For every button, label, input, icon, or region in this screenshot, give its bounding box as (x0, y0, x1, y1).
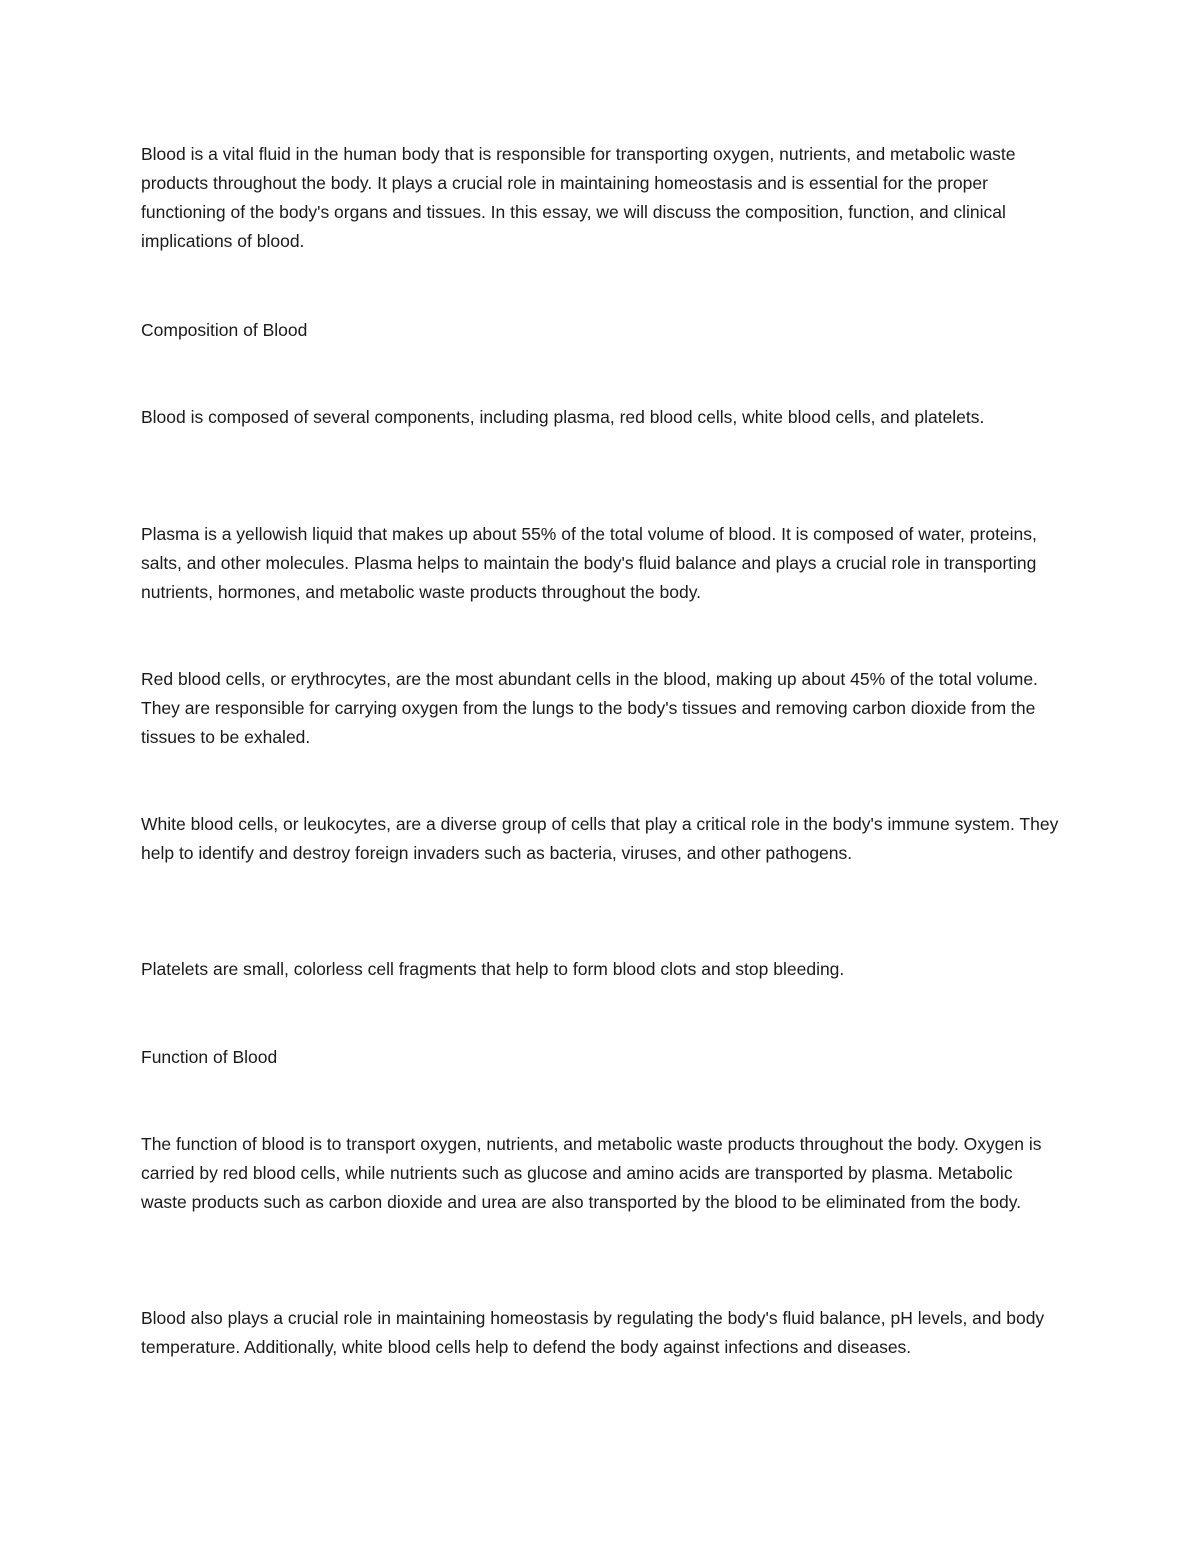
plasma-paragraph: Plasma is a yellowish liquid that makes up about 55% of the total volume of blood. It is composed of water, proteins, salts, and other molecules. Plasma helps to maintain the body's fluid balance and plays a crucial role in transporting nutrients, hormones, and metabolic waste products throughout the body. (141, 524, 1037, 602)
function-paragraph: The function of blood is to transport oxygen, nutrients, and metabolic waste products throughout the body. Oxygen is carried by red blood cells, while nutrients such as glucose and amino acids are transported by plasma. Metabolic waste products such as carbon dioxide and urea are also transported by the blood to be eliminated from the body. (141, 1134, 1042, 1212)
heading-composition: Composition of Blood (141, 320, 308, 340)
intro-paragraph: Blood is a vital fluid in the human body that is responsible for transporting oxygen, nutrients, and metabolic waste products throughout the body. It plays a crucial role in maintaining homeostasis and is essential for the proper functioning of the body's organs and tissues. In this essay, we will discuss the composition, function, and clinical implications of blood. (141, 144, 1016, 251)
white-blood-cells-paragraph: White blood cells, or leukocytes, are a diverse group of cells that play a critical role in the body's immune system. They help to identify and destroy foreign invaders such as bacteria, viruses, and other pathogens. (141, 814, 1059, 863)
composition-paragraph: Blood is composed of several components, including plasma, red blood cells, white blood cells, and platelets. (141, 407, 985, 427)
homeostasis-paragraph: Blood also plays a crucial role in maintaining homeostasis by regulating the body's fluid balance, pH levels, and body temperature. Additionally, white blood cells help to defend the body against infections and diseases. (141, 1308, 1045, 1357)
red-blood-cells-paragraph: Red blood cells, or erythrocytes, are the most abundant cells in the blood, making up about 45% of the total volume. They are responsible for carrying oxygen from the lungs to the body's tissues and removing carbon dioxide from the tissues to be exhaled. (141, 669, 1038, 747)
platelets-paragraph: Platelets are small, colorless cell fragments that help to form blood clots and stop bleeding. (141, 959, 845, 979)
heading-function: Function of Blood (141, 1047, 278, 1067)
